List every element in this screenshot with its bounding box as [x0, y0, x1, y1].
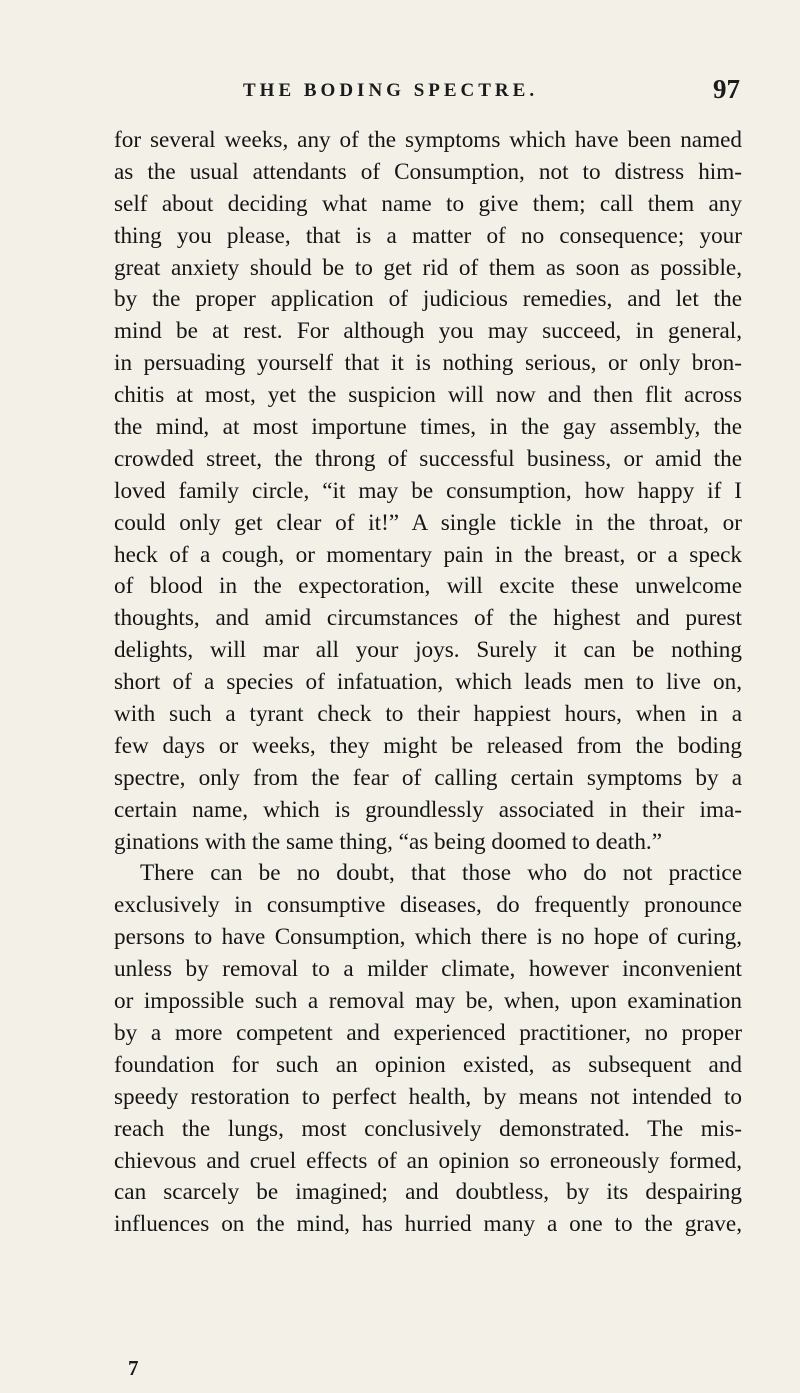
text-line: reach the lungs, most conclusively demonstrated. The mis-: [114, 1115, 742, 1142]
text-line: persons to have Consumption, which there is no hope of curing,: [114, 924, 742, 951]
text-line: or impossible such a removal may be, when, upon examination: [114, 988, 742, 1015]
text-line: certain name, which is groundlessly associated in their ima-: [114, 796, 742, 823]
text-line: speedy restoration to perfect health, by means not intended to: [114, 1083, 742, 1110]
text-line: crowded street, the throng of successful business, or amid the: [114, 445, 742, 472]
text-line: the mind, at most importune times, in the gay assembly, the: [114, 414, 742, 441]
text-line: great anxiety should be to get rid of them as soon as possible,: [114, 254, 742, 281]
text-line: could only get clear of it!” A single tickle in the throat, or: [114, 509, 742, 536]
page-number: 97: [713, 74, 740, 104]
text-line: foundation for such an opinion existed, as subsequent and: [114, 1051, 742, 1078]
text-line: heck of a cough, or momentary pain in the breast, or a speck: [114, 541, 742, 568]
text-line: short of a species of infatuation, which leads men to live on,: [114, 669, 742, 696]
text-line: influences on the mind, has hurried many a one to the grave,: [114, 1211, 742, 1238]
text-line: exclusively in consumptive diseases, do frequently pronounce: [114, 892, 742, 919]
text-line: chievous and cruel effects of an opinion so erroneously formed,: [114, 1147, 742, 1174]
text-line: thoughts, and amid circumstances of the highest and purest: [114, 605, 742, 632]
text-line: of blood in the expectoration, will excite these unwelcome: [114, 573, 742, 600]
text-line: few days or weeks, they might be released from the boding: [114, 732, 742, 759]
text-line: with such a tyrant check to their happiest hours, when in a: [114, 701, 742, 728]
text-line: by a more competent and experienced practitioner, no proper: [114, 1019, 742, 1046]
text-line: in persuading yourself that it is nothing serious, or only bron-: [114, 350, 742, 377]
signature-mark: 7: [128, 1356, 139, 1380]
text-line: can scarcely be imagined; and doubtless, by its despairing: [114, 1179, 742, 1206]
text-line: spectre, only from the fear of calling certain symptoms by a: [114, 764, 742, 791]
text-line: unless by removal to a milder climate, however inconvenient: [114, 956, 742, 983]
text-line: loved family circle, “it may be consumption, how happy if I: [114, 477, 742, 504]
running-title: THE BODING SPECTRE.: [243, 80, 539, 101]
text-line: by the proper application of judicious remedies, and let the: [114, 286, 742, 313]
text-line: mind be at rest. For although you may succeed, in general,: [114, 318, 742, 345]
body-text: [114, 125, 742, 1241]
text-line: for several weeks, any of the symptoms which have been named: [114, 127, 742, 153]
text-line: ginations with the same thing, “as being doomed to death.”: [114, 828, 663, 855]
text-line: chitis at most, yet the suspicion will now and then flit across: [114, 382, 742, 409]
text-line: self about deciding what name to give them; call them any: [114, 190, 742, 217]
text-line: as the usual attendants of Consumption, not to distress him-: [114, 158, 742, 185]
text-line: thing you please, that is a matter of no consequence; your: [114, 222, 742, 249]
text-line: There can be no doubt, that those who do not practice: [140, 860, 742, 887]
page-header: [118, 76, 740, 108]
text-line: delights, will mar all your joys. Surely it can be nothing: [114, 637, 742, 664]
